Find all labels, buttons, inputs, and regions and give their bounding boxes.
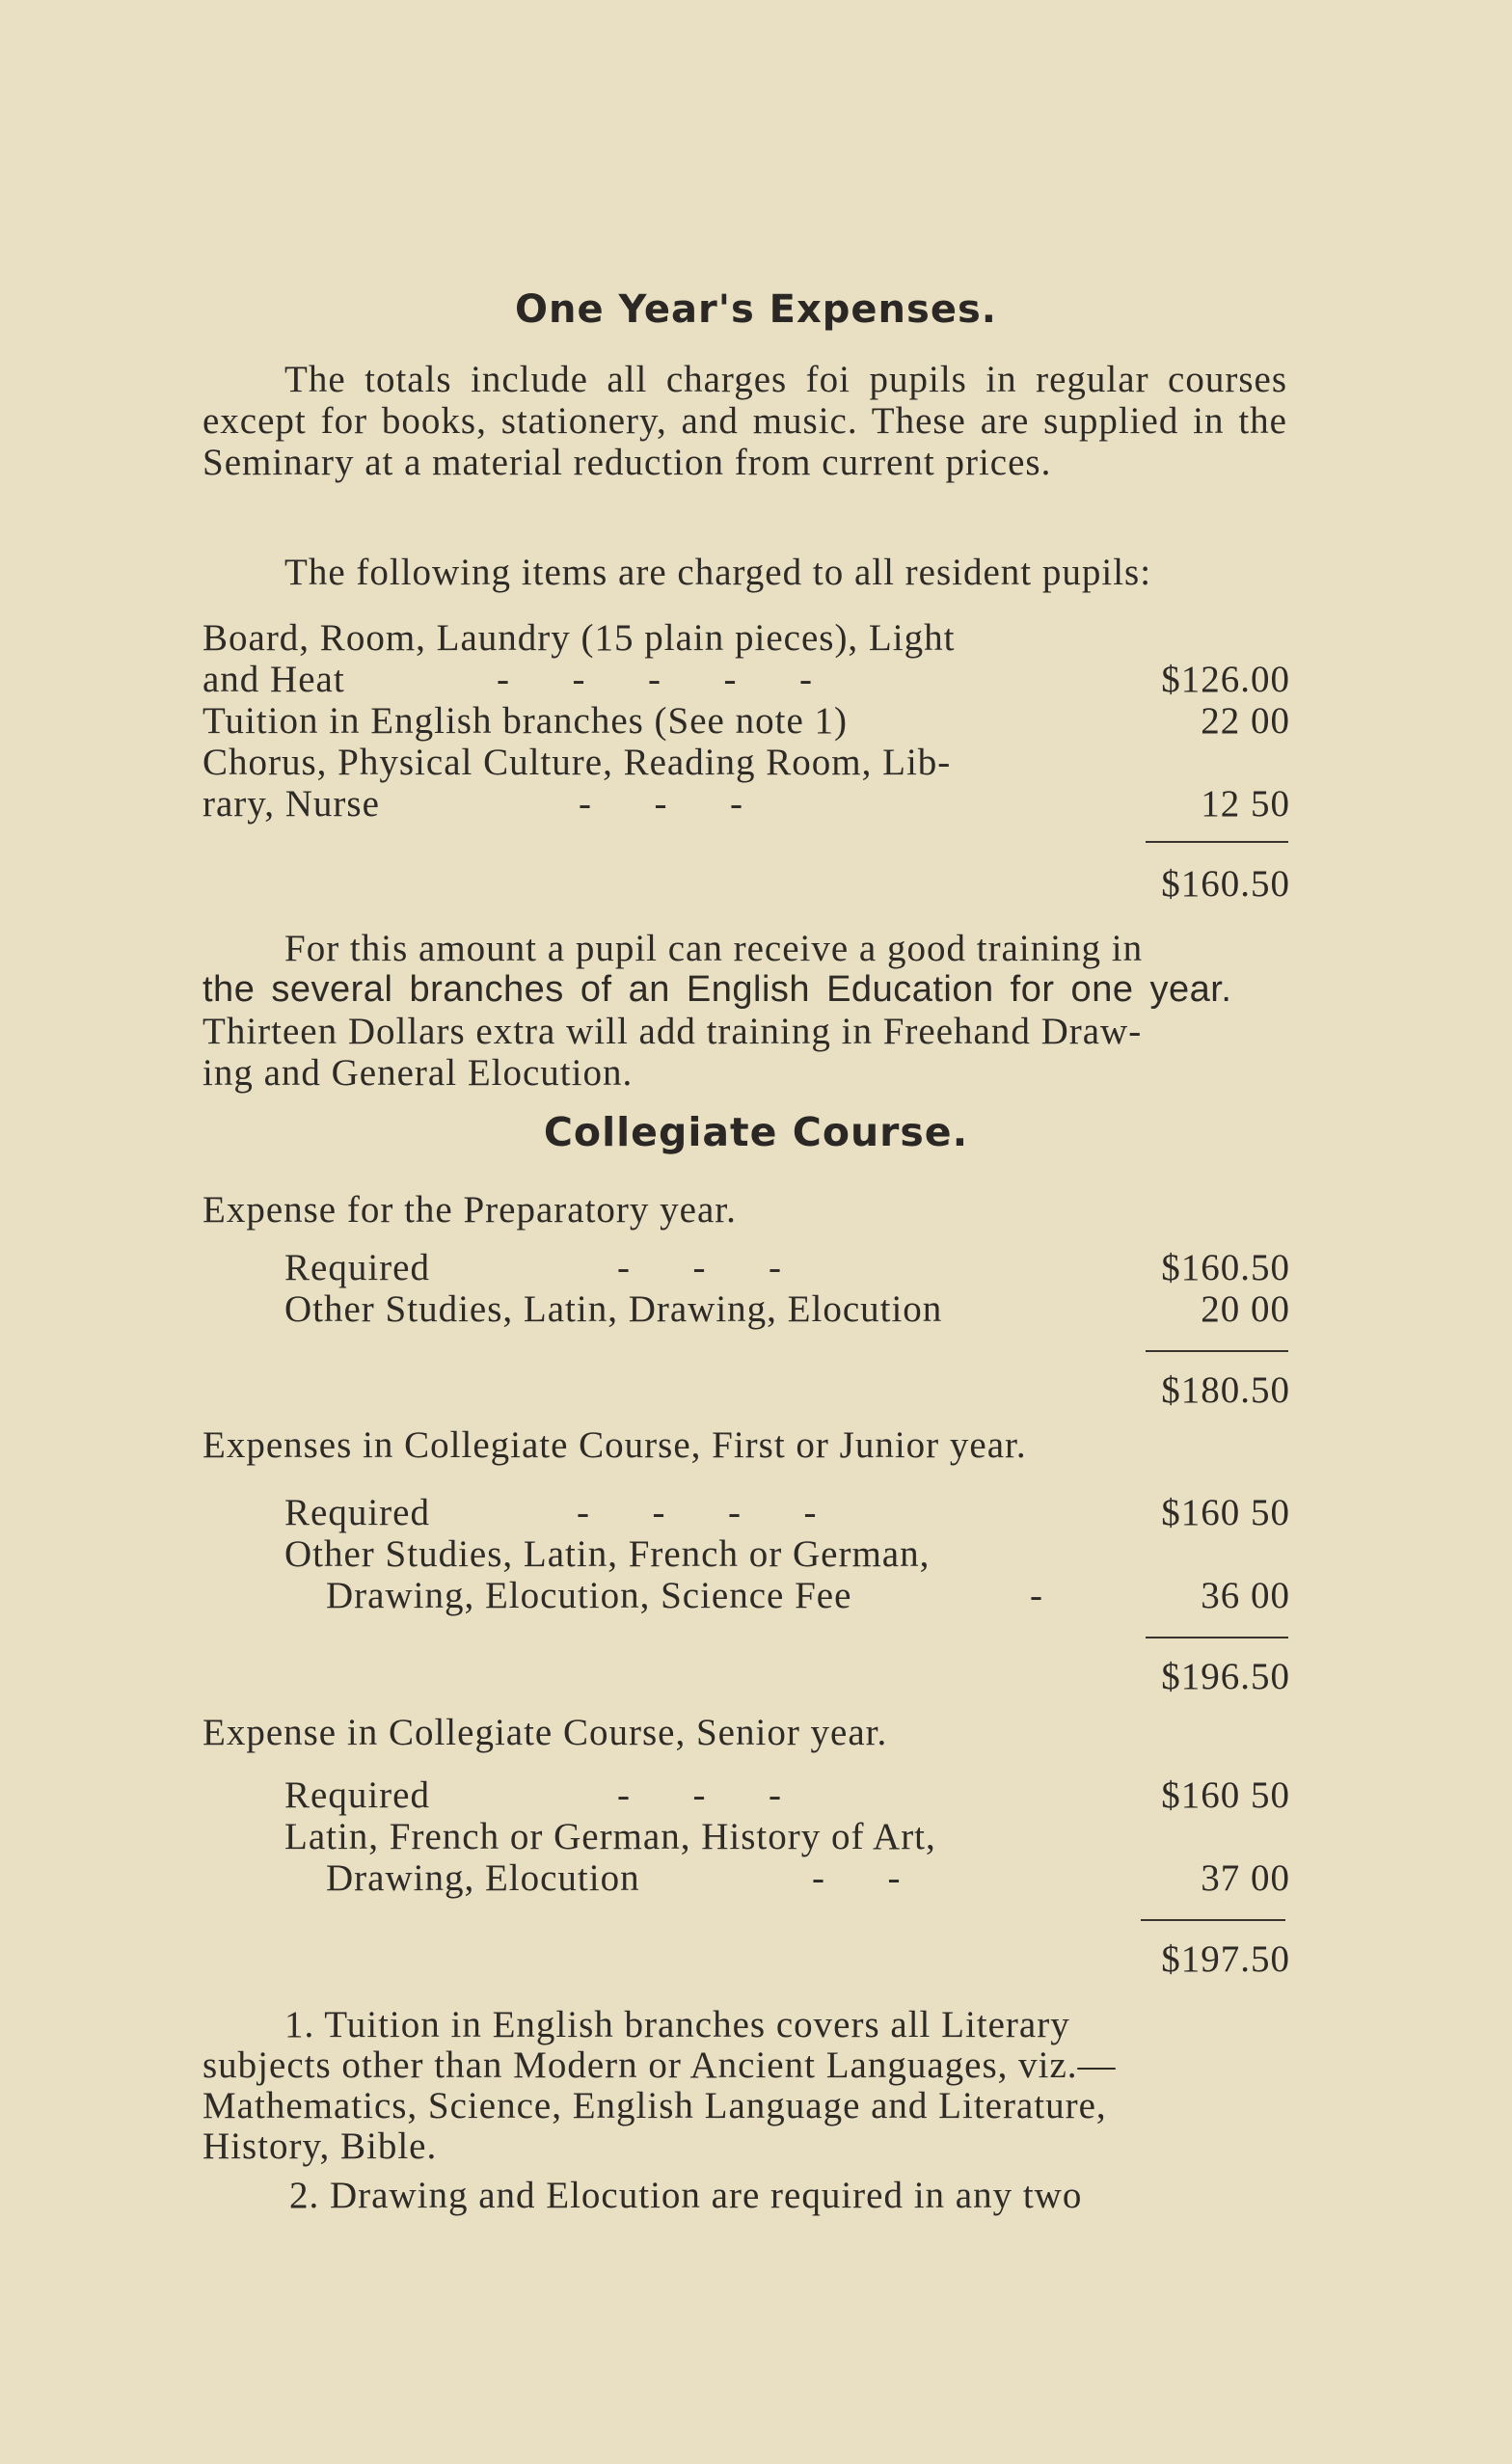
resident-item-board-line2: and Heat: [202, 659, 345, 700]
resident-item-tuition-amount: 22 00: [1201, 700, 1290, 742]
resident-item-chorus-amount: 12 50: [1201, 783, 1290, 825]
preparatory-required-amount: $160.50: [1161, 1247, 1290, 1288]
preparatory-other-amount: 20 00: [1201, 1288, 1290, 1330]
resident-total-amount: $160.50: [1161, 863, 1290, 905]
senior-total-amount: $197.50: [1161, 1938, 1290, 1980]
leader-dashes: - - -: [579, 783, 743, 825]
note-1-line4: History, Bible.: [202, 2126, 438, 2167]
amount-para-line4: ing and General Elocution.: [202, 1052, 634, 1094]
collegiate-course-title: Collegiate Course.: [543, 1109, 969, 1155]
note-1-line3: Mathematics, Science, English Language and Literature,: [202, 2085, 1107, 2126]
senior-other-label-line2: Drawing, Elocution: [326, 1857, 640, 1899]
preparatory-required-label: Required: [284, 1247, 430, 1288]
page-title: One Year's Expenses.: [515, 287, 997, 332]
resident-item-tuition-label: Tuition in English branches (See note 1): [202, 700, 848, 742]
leader-dashes: - - - -: [577, 1492, 818, 1533]
preparatory-total-amount: $180.50: [1161, 1369, 1290, 1411]
junior-required-label: Required: [284, 1492, 430, 1533]
resident-item-chorus-line1: Chorus, Physical Culture, Reading Room, Lib-: [202, 742, 952, 783]
resident-item-chorus-line2: rary, Nurse: [202, 783, 380, 825]
junior-other-label-line2: Drawing, Elocution, Science Fee: [326, 1575, 852, 1616]
note-2: 2. Drawing and Elocution are required in any two: [289, 2175, 1083, 2216]
total-rule: [1146, 1350, 1288, 1352]
senior-required-amount: $160 50: [1161, 1774, 1290, 1816]
senior-required-label: Required: [284, 1774, 430, 1816]
preparatory-other-label: Other Studies, Latin, Drawing, Elocution: [284, 1288, 943, 1330]
total-rule: [1146, 1637, 1288, 1638]
junior-heading: Expenses in Collegiate Course, First or Junior year.: [202, 1424, 1027, 1466]
amount-para-line1: For this amount a pupil can receive a good training in: [284, 928, 1144, 969]
intro-text: The totals include all charges foi pupils in regular courses except for books, stationery, and music. These are supplied in the Seminary at a material reduction from current prices.: [202, 359, 1287, 483]
leader-dashes: -: [1030, 1575, 1043, 1616]
leader-dashes: - - - - -: [497, 659, 813, 700]
leader-dashes: - - -: [617, 1247, 782, 1288]
senior-heading: Expense in Collegiate Course, Senior year.: [202, 1712, 888, 1753]
total-rule: [1141, 1919, 1285, 1921]
resident-item-board-amount: $126.00: [1161, 659, 1290, 700]
junior-total-amount: $196.50: [1161, 1656, 1290, 1697]
amount-para-line3: Thirteen Dollars extra will add training in Freehand Draw-: [202, 1011, 1143, 1052]
intro-paragraph: [202, 359, 1287, 483]
resident-item-board-line1: Board, Room, Laundry (15 plain pieces), Light: [202, 617, 956, 659]
resident-intro: The following items are charged to all resident pupils:: [284, 552, 1152, 593]
leader-dashes: - - -: [617, 1774, 782, 1816]
preparatory-heading: Expense for the Preparatory year.: [202, 1189, 737, 1231]
note-1-line2: subjects other than Modern or Ancient Languages, viz.—: [202, 2044, 1117, 2086]
junior-required-amount: $160 50: [1161, 1492, 1290, 1533]
junior-other-label-line1: Other Studies, Latin, French or German,: [284, 1533, 931, 1575]
senior-other-label-line1: Latin, French or German, History of Art,: [284, 1816, 936, 1857]
junior-other-amount: 36 00: [1201, 1575, 1290, 1616]
total-rule: [1146, 841, 1288, 843]
amount-para-line2: the several branches of an English Education for one year.: [202, 969, 1232, 1010]
senior-other-amount: 37 00: [1201, 1857, 1290, 1899]
leader-dashes: - -: [812, 1857, 902, 1899]
note-1-line1: 1. Tuition in English branches covers all Literary: [284, 2004, 1070, 2045]
